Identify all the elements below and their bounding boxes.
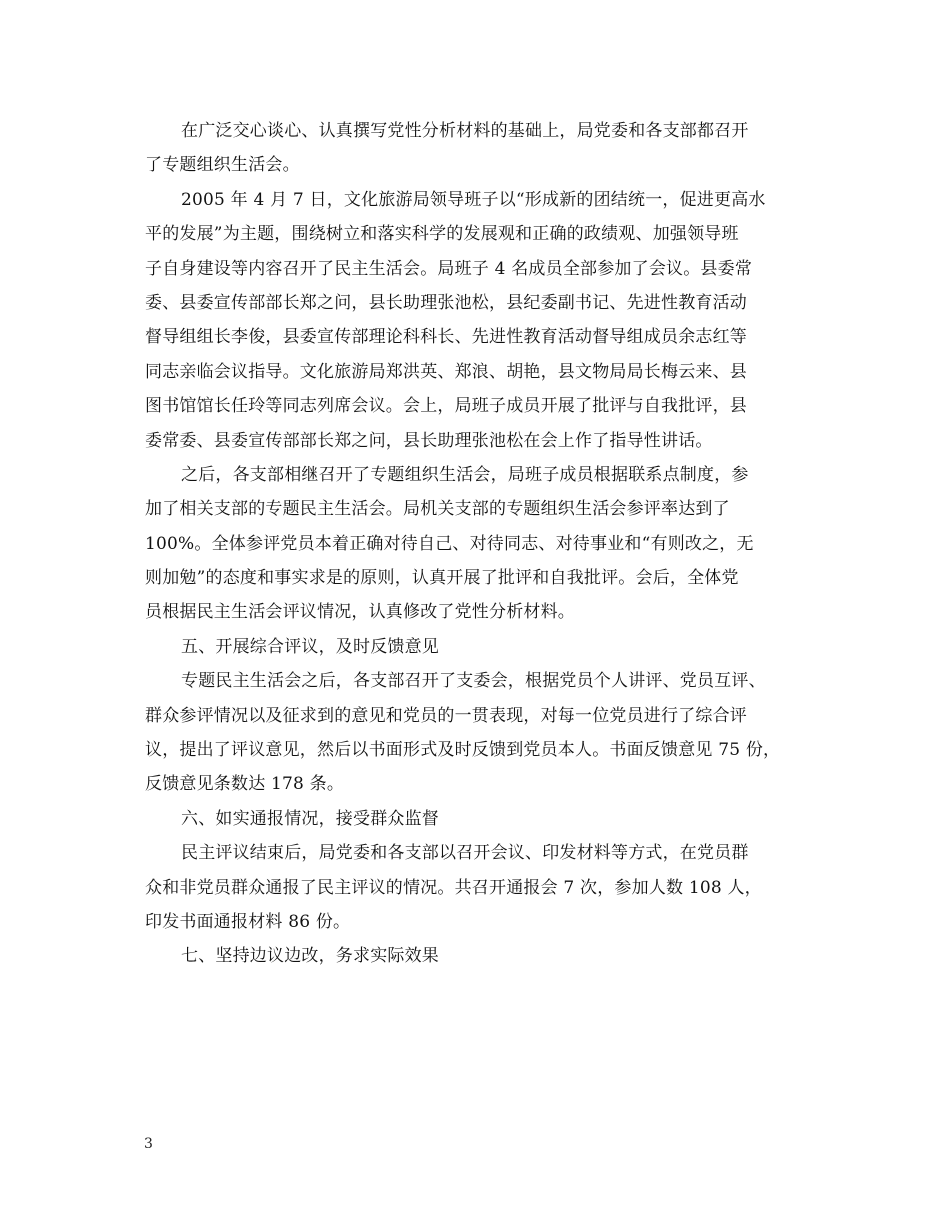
text-line: 专题民主生活会之后，各支部召开了支委会，根据党员个人讲评、党员互评、 <box>181 671 766 692</box>
text-line: 督导组组长李俊，县委宣传部理论科科长、先进性教育活动督导组成员余志红等 <box>145 327 747 348</box>
text-line: 之后，各支部相继召开了专题组织生活会，局班子成员根据联系点制度，参 <box>181 464 749 485</box>
text-line: 议，提出了评议意见，然后以书面形式及时反馈到党员本人。书面反馈意见 75 份， <box>145 740 781 761</box>
page-number: 3 <box>144 1136 153 1152</box>
text-line: 图书馆馆长任玲等同志列席会议。会上，局班子成员开展了批评与自我批评，县 <box>145 396 747 417</box>
text-line: 平的发展”为主题，围绕树立和落实科学的发展观和正确的政绩观、加强领导班 <box>145 224 739 245</box>
document-body <box>145 114 817 974</box>
text-line: 群众参评情况以及征求到的意见和党员的一贯表现，对每一位党员进行了综合评 <box>145 705 747 726</box>
text-line: 委常委、县委宣传部部长郑之问，县长助理张池松在会上作了指导性讲话。 <box>145 430 713 451</box>
text-line: 六、如实通报情况，接受群众监督 <box>181 808 439 829</box>
text-line: 2005 年 4 月 7 日，文化旅游局领导班子以“形成新的团结统一，促进更高水 <box>181 189 766 210</box>
text-line: 100%。全体参评党员本着正确对待自己、对待同志、对待事业和“有则改之，无 <box>145 533 754 554</box>
text-line: 了专题组织生活会。 <box>145 155 300 176</box>
text-line: 反馈意见条数达 178 条。 <box>145 774 345 795</box>
text-line: 加了相关支部的专题民主生活会。局机关支部的专题组织生活会参评率达到了 <box>145 499 730 520</box>
text-line: 则加勉”的态度和事实求是的原则，认真开展了批评和自我批评。会后，全体党 <box>145 568 739 589</box>
text-line: 子自身建设等内容召开了民主生活会。局班子 4 名成员全部参加了会议。县委常 <box>145 258 753 279</box>
text-line: 在广泛交心谈心、认真撰写党性分析材料的基础上，局党委和各支部都召开 <box>181 121 749 141</box>
text-line: 七、坚持边议边改，务求实际效果 <box>181 946 439 967</box>
text-line: 委、县委宣传部部长郑之问，县长助理张池松，县纪委副书记、先进性教育活动 <box>145 292 747 313</box>
text-line: 五、开展综合评议，及时反馈意见 <box>181 636 439 657</box>
text-line: 员根据民主生活会评议情况，认真修改了党性分析材料。 <box>145 602 575 623</box>
text-line: 印发书面通报材料 86 份。 <box>145 911 351 932</box>
text-line: 众和非党员群众通报了民主评议的情况。共召开通报会 7 次，参加人数 108 人， <box>145 877 762 898</box>
text-line: 同志亲临会议指导。文化旅游局郑洪英、郑浪、胡艳，县文物局局长梅云来、县 <box>145 361 747 382</box>
text-line: 民主评议结束后，局党委和各支部以召开会议、印发材料等方式，在党员群 <box>181 843 749 864</box>
